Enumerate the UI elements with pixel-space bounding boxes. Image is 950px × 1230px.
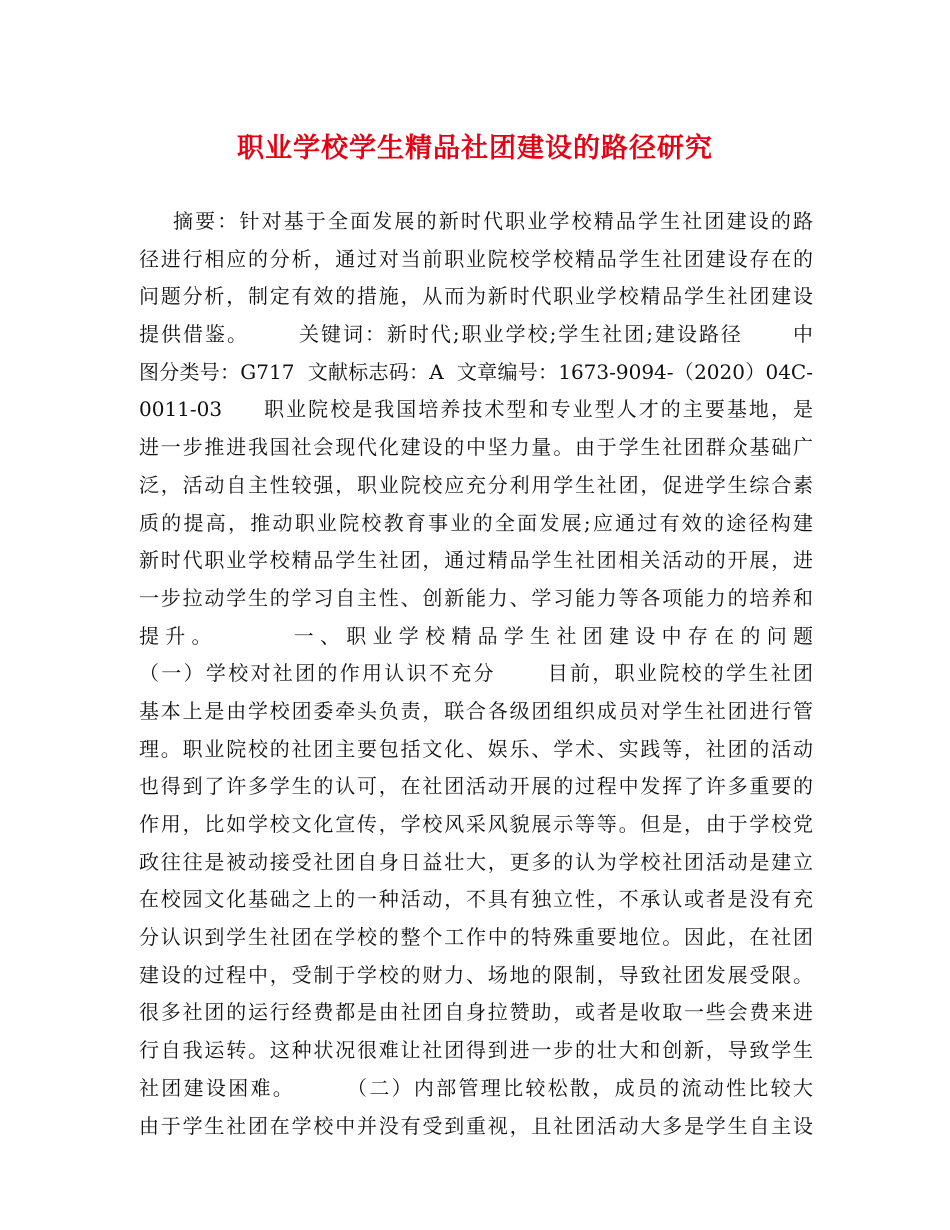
body-line: 基本上是由学校团委牵头负责，联合各级团组织成员对学生社团进行管	[139, 698, 813, 723]
body-line: 图分类号：G717 文献标志码：A 文章编号：1673-9094-（2020）04C-	[139, 359, 813, 384]
body-line: 社团建设困难。 （二）内部管理比较松散，成员的流动性比较大	[139, 1075, 813, 1100]
body-line: 行自我运转。这种状况很难让社团得到进一步的壮大和创新，导致学生	[139, 1038, 813, 1063]
body-line: 也得到了许多学生的认可，在社团活动开展的过程中发挥了许多重要的	[139, 774, 813, 799]
body-line: 作用，比如学校文化宣传，学校风采风貌展示等等。但是，由于学校党	[139, 812, 813, 836]
body-line: 0011-03 职业院校是我国培养技术型和专业型人才的主要基地，是	[139, 397, 813, 422]
body-line: 质的提高，推动职业院校教育事业的全面发展;应通过有效的途径构建	[139, 510, 813, 535]
body-line: 新时代职业学校精品学生社团，通过精品学生社团相关活动的开展，进	[139, 548, 813, 573]
body-line: 提升。 一、职业学校精品学生社团建设中存在的问题	[139, 623, 813, 648]
body-line: 建设的过程中，受制于学校的财力、场地的限制，导致社团发展受限。	[139, 962, 813, 987]
body-line: （一）学校对社团的作用认识不充分 目前，职业院校的学生社团	[139, 661, 813, 686]
body-line: 提供借鉴。 关键词：新时代;职业学校;学生社团;建设路径 中	[139, 322, 813, 347]
body-line: 进一步推进我国社会现代化建设的中坚力量。由于学生社团群众基础广	[139, 435, 813, 460]
document-title: 职业学校学生精品社团建设的路径研究	[237, 133, 713, 164]
body-line: 政往往是被动接受社团自身日益壮大，更多的认为学校社团活动是建立	[139, 849, 813, 874]
body-line: 由于学生社团在学校中并没有受到重视，且社团活动大多是学生自主设	[139, 1113, 813, 1138]
document-body	[139, 203, 813, 1145]
body-line: 很多社团的运行经费都是由社团自身拉赞助，或者是收取一些会费来进	[139, 1000, 813, 1025]
body-line: 泛，活动自主性较强，职业院校应充分利用学生社团，促进学生综合素	[139, 472, 813, 497]
body-line: 理。职业院校的社团主要包括文化、娱乐、学术、实践等，社团的活动	[139, 736, 813, 761]
body-line: 分认识到学生社团在学校的整个工作中的特殊重要地位。因此，在社团	[139, 925, 813, 950]
body-line: 一步拉动学生的学习自主性、创新能力、学习能力等各项能力的培养和	[139, 585, 813, 610]
body-line: 在校园文化基础之上的一种活动，不具有独立性，不承认或者是没有充	[139, 887, 813, 912]
body-line: 问题分析，制定有效的措施，从而为新时代职业学校精品学生社团建设	[139, 284, 813, 309]
body-line: 摘要：针对基于全面发展的新时代职业学校精品学生社团建设的路	[139, 209, 813, 233]
body-line: 径进行相应的分析，通过对当前职业院校学校精品学生社团建设存在的	[139, 246, 813, 271]
